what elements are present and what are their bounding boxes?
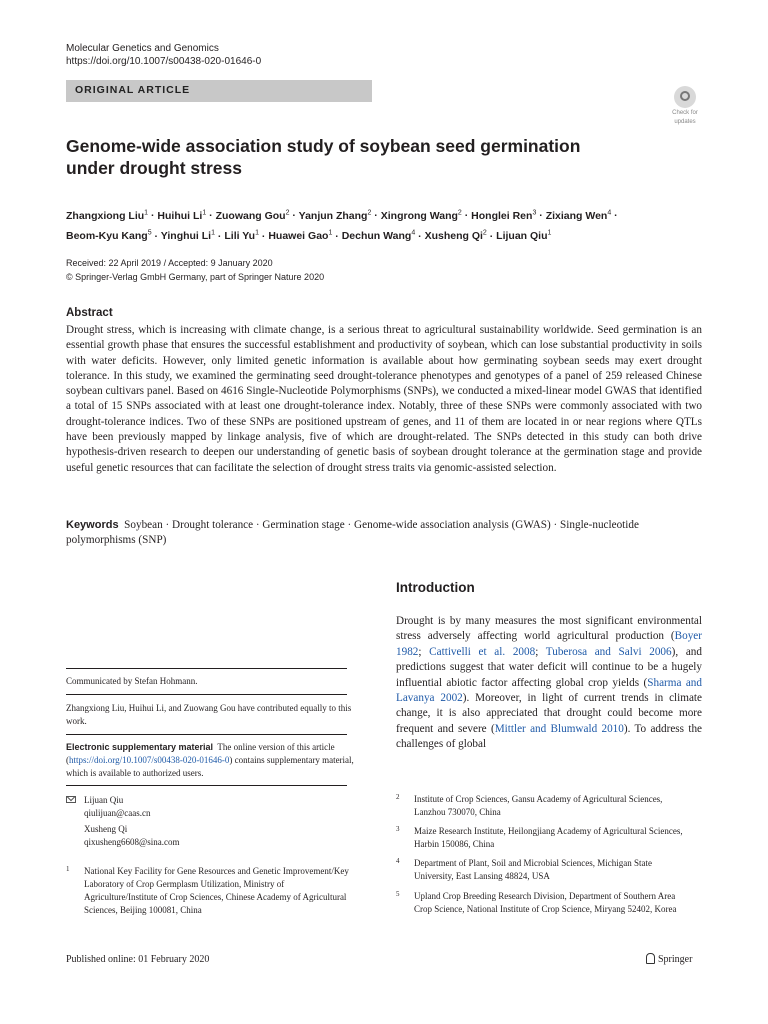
esm-link[interactable]: https://doi.org/10.1007/s00438-020-01646-0: [69, 755, 230, 765]
abstract-heading: Abstract: [66, 307, 113, 319]
esm-note: Electronic supplementary material The online version of this article (https://doi.org/10.1007/s00438-020-01646-0) contains supplementary material, which is available to authorized users.: [66, 742, 354, 778]
author-9[interactable]: Yinghui Li$^1$: [160, 229, 216, 242]
author-6[interactable]: Honglei Ren$^3$: [471, 209, 537, 222]
article-dates: [66, 256, 324, 284]
author-2[interactable]: Huihui Li$^1$: [157, 209, 207, 222]
affiliation-5: 5 Upland Crop Breeding Research Division, Department of Southern Area Crop Science, National Institute of Crop Science, Miryang 52402, Korea: [396, 890, 677, 914]
author-1[interactable]: Zhangxiong Liu$^1$: [66, 209, 149, 222]
springer-horse-icon: [646, 953, 655, 964]
journal-header: [66, 42, 261, 68]
received-accepted: Received: 22 April 2019 / Accepted: 9 January 2020: [66, 258, 273, 268]
contact-2-email[interactable]: qixusheng6608@sina.com: [84, 837, 180, 847]
footnote-divider: [66, 668, 347, 669]
journal-name: Molecular Genetics and Genomics: [66, 43, 219, 54]
author-list: Zhangxiong Liu$^1$ · Huihui $Li^1$ · Zuowang Gou$^2$ · Yanjun Zhang$^2$ · Xingrong Wang$^2$ · Honglei Ren$^3$ · Zixiang Wen$^4$ · Beom-Kyu Kang$^5$ · Yinghui $Li^1$ · Lili $Yu^1$ · Huawei Gao$^1$ · Dechun Wang$^4$ · Xusheng $Qi^2$ · Lijuan Qiu$^1$: [66, 209, 618, 242]
author-4[interactable]: Yanjun Zhang$^2$: [298, 209, 372, 222]
contact-2-name: Xusheng Qi: [84, 824, 128, 834]
equal-contribution-note: Zhangxiong Liu, Huihui Li, and Zuowang Gou have contributed equally to this work.: [66, 703, 352, 726]
contact-1-name: Lijuan Qiu: [84, 795, 124, 805]
affiliation-1: 1 National Key Facility for Gene Resources and Genetic Improvement/Key Laboratory of Crop Germplasm Utilization, Ministry of Agriculture/Institute of Crop Sciences, Chinese Academy of Agricultural Sciences, Beijing 100081, China: [66, 865, 349, 915]
author-8[interactable]: Beom-Kyu Kang$^5$: [66, 229, 152, 242]
citation-link[interactable]: Tuberosa and Salvi 2006: [545, 645, 672, 658]
published-online: Published online: 01 February 2020: [66, 954, 210, 965]
introduction-heading: Introduction: [396, 580, 475, 595]
keywords-text: Soybean · Drought tolerance · Germination stage · Genome-wide association analysis (GWAS) · Single-nucleotide polymorphisms (SNP): [66, 519, 639, 547]
author-7[interactable]: Zixiang Wen$^4$: [545, 209, 612, 222]
footnote-divider: [66, 734, 347, 735]
affiliation-4: 4 Department of Plant, Soil and Microbial Sciences, Michigan State University, East Lansing 48824, USA: [396, 857, 652, 881]
citation-link[interactable]: Boyer 1982: [396, 630, 702, 658]
publisher-logo: [646, 953, 692, 965]
citation-link[interactable]: Cattivelli et al. 2008: [429, 645, 536, 658]
check-updates-icon: [674, 86, 696, 108]
citation-link[interactable]: Mittler and Blumwald 2010: [494, 722, 624, 735]
article-title: Genome-wide association study of soybean seed germination under drought stress: [66, 136, 581, 178]
article-type: ORIGINAL ARTICLE: [75, 84, 191, 96]
article-type-bar: [66, 80, 372, 102]
communicated-by: Communicated by Stefan Hohmann.: [66, 676, 198, 686]
affiliation-2: 2 Institute of Crop Sciences, Gansu Academy of Agricultural Sciences, Lanzhou 730070, China: [396, 793, 663, 817]
introduction-text: Drought is by many measures the most significant environmental stress adversely affecting world agricultural production (Boyer 1982; Cattivelli et al. 2008; Tuberosa and Salvi 2006), and predictions suggest that water deficit will continue to be a hugely influential abiotic factor affecting global crop yields (Sharma and Lavanya 2002). Moreover, in light of current trends in climate change, it is also appreciated that drought could become more frequent and severe (Mittler and Blumwald 2010). To address the challenges of global: [396, 615, 702, 751]
author-14[interactable]: Lijuan Qiu$^1$: [496, 229, 552, 242]
corresponding-contacts: [66, 794, 356, 849]
check-for-updates-badge[interactable]: [667, 86, 703, 124]
keywords: [66, 518, 702, 549]
esm-label: Electronic supplementary material: [66, 742, 214, 752]
author-12[interactable]: Dechun Wang$^4$: [341, 229, 416, 242]
affiliation-3: 3 Maize Research Institute, Heilongjiang Academy of Agricultural Sciences, Harbin 150086, China: [396, 825, 683, 849]
badge-label-2: updates: [674, 119, 696, 125]
copyright: © Springer-Verlag GmbH Germany, part of Springer Nature 2020: [66, 272, 325, 282]
doi-link[interactable]: https://doi.org/10.1007/s00438-020-01646-0: [66, 56, 262, 67]
footnote-divider: [66, 694, 347, 695]
abstract-text: Drought stress, which is increasing with climate change, is a serious threat to agricultural sustainability worldwide. Seed germination is an essential growth phase that ensures the successful establishment and productivity of soybean, which can lose substantial productivity in soils with water deficits. However, only limited genetic information is available about how germinating soybean seeds may exert drought tolerance. In this study, we examined the germinating seed drought-tolerance phenotypes and genotypes of a panel of 259 released Chinese soybean cultivars panel. Based on 4616 Single-Nucleotide Polymorphisms (SNPs), we conducted a mixed-linear model GWAS that identified a total of 15 SNPs associated with at least one drought-tolerance index. Notably, three of these SNPs were commonly associated with two drought-tolerance indices. Two of these SNPs are positioned upstream of genes, and 11 of them are located in or near regions where QTLs have been previously mapped by linkage analysis, five of which are drought-related. The SNPs detected in this study can both drive hypothesis-driven research to deepen our understanding of genetic basis of soybean drought tolerance at the germination stage and provide useful genetic resources that can facilitate the selection of drought stress traits via genomic-assisted selection.: [66, 324, 702, 474]
author-11[interactable]: Huawei Gao$^1$: [268, 229, 333, 242]
author-5[interactable]: Xingrong Wang$^2$: [380, 209, 462, 222]
envelope-icon: [66, 796, 76, 803]
publisher-name: Springer: [658, 954, 693, 965]
footnote-divider: [66, 785, 347, 786]
badge-label-1: Check for: [672, 110, 698, 116]
author-10[interactable]: Lili Yu$^1$: [224, 229, 259, 242]
citation-link[interactable]: Sharma and Lavanya 2002: [396, 676, 702, 705]
contact-1-email[interactable]: qiulijuan@caas.cn: [84, 808, 151, 818]
keywords-label: Keywords: [66, 519, 119, 531]
author-13[interactable]: Xusheng Qi$^2$: [424, 229, 487, 242]
author-3[interactable]: Zuowang Gou$^2$: [215, 209, 290, 222]
